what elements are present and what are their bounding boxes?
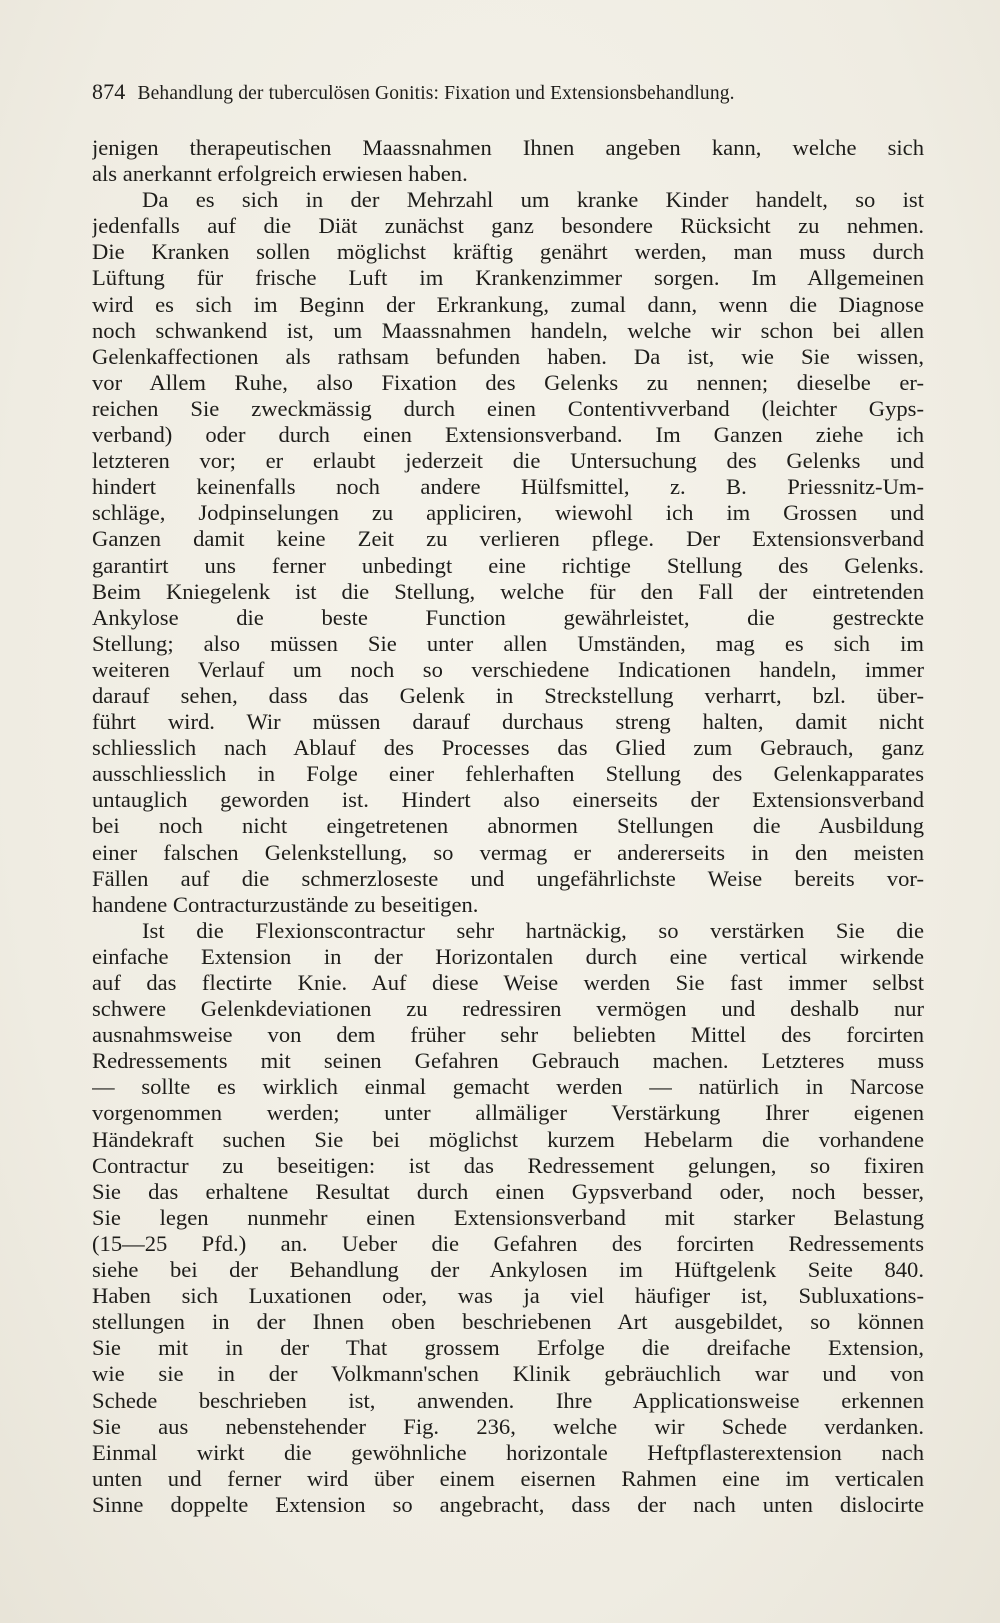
text-line: Ist die Flexionscontractur sehr hartnäckig, so verstärken Sie die [142, 917, 924, 943]
text-line: als anerkannt erfolgreich erwiesen haben. [92, 161, 468, 187]
text-line: darauf sehen, dass das Gelenk in Streckstellung verharrt, bzl. über- [92, 682, 924, 708]
text-line: Contractur zu beseitigen: ist das Redressement gelungen, so fixiren [92, 1152, 924, 1178]
text-line: schläge, Jodpinselungen zu appliciren, wiewohl ich im Grossen und [92, 500, 924, 526]
text-line: vor Allem Ruhe, also Fixation des Gelenks zu nennen; dieselbe er- [92, 369, 924, 395]
text-line: auf das flectirte Knie. Auf diese Weise werden Sie fast immer selbst [92, 970, 924, 995]
text-line: untauglich geworden ist. Hindert also einerseits der Extensionsverband [92, 787, 924, 813]
text-line: stellungen in der Ihnen oben beschriebenen Art ausgebildet, so können [92, 1309, 924, 1335]
text-line: letzteren vor; er erlaubt jederzeit die Untersuchung des Gelenks und [92, 448, 924, 474]
text-line: Händekraft suchen Sie bei möglichst kurzem Hebelarm die vorhandene [92, 1126, 924, 1152]
text-line: Da es sich in der Mehrzahl um kranke Kinder handelt, so ist [142, 187, 924, 213]
text-line: weiteren Verlauf um noch so verschiedene Indicationen handeln, immer [92, 656, 924, 682]
text-line: Ganzen damit keine Zeit zu verlieren pflege. Der Extensionsverband [92, 526, 924, 552]
text-line: Gelenkaffectionen als rathsam befunden haben. Da ist, wie Sie wissen, [92, 343, 924, 369]
text-line: einer falschen Gelenkstellung, so vermag er andererseits in den meisten [92, 839, 924, 865]
text-line: unten und ferner wird über einem eisernen Rahmen eine im verticalen [92, 1465, 924, 1491]
text-line: ausschliesslich in Folge einer fehlerhaften Stellung des Gelenkapparates [92, 761, 924, 787]
text-line: führt wird. Wir müssen darauf durchaus streng halten, damit nicht [92, 709, 924, 735]
text-line: noch schwankend ist, um Maassnahmen handeln, welche wir schon bei allen [92, 317, 924, 343]
text-line: Beim Kniegelenk ist die Stellung, welche für den Fall der eintretenden [92, 578, 924, 604]
text-line: Stellung; also müssen Sie unter allen Umständen, mag es sich im [92, 630, 924, 656]
text-line: Fällen auf die schmerzloseste und ungefährlichste Weise bereits vor- [92, 865, 924, 891]
text-line: Lüftung für frische Luft im Krankenzimmer sorgen. Im Allgemeinen [92, 265, 924, 291]
text-line: Haben sich Luxationen oder, was ja viel häufiger ist, Subluxations- [92, 1283, 924, 1309]
text-line: wie sie in der Volkmann'schen Klinik gebräuchlich war und von [92, 1361, 924, 1387]
running-head [92, 78, 922, 106]
text-line: Redressements mit seinen Gefahren Gebrauch machen. Letzteres muss [92, 1048, 924, 1074]
page-number: 874 [92, 79, 126, 104]
text-line: ausnahmsweise von dem früher sehr beliebten Mittel des forcirten [92, 1022, 924, 1048]
text-line: Schede beschrieben ist, anwenden. Ihre Applicationsweise erkennen [92, 1387, 924, 1413]
text-line: — sollte es wirklich einmal gemacht werden — natürlich in Narcose [92, 1074, 924, 1100]
body-text [92, 135, 924, 1518]
text-line: schliesslich nach Ablauf des Processes das Glied zum Gebrauch, ganz [92, 735, 924, 761]
text-line: Sinne doppelte Extension so angebracht, dass der nach unten dislocirte [92, 1491, 924, 1517]
text-line: wird es sich im Beginn der Erkrankung, zumal dann, wenn die Diagnose [92, 291, 924, 317]
text-line: (15—25 Pfd.) an. Ueber die Gefahren des forcirten Redressements [92, 1230, 924, 1256]
text-line: hindert keinenfalls noch andere Hülfsmittel, z. B. Priessnitz-Um- [92, 474, 924, 500]
text-line: verband) oder durch einen Extensionsverband. Im Ganzen ziehe ich [92, 422, 924, 448]
text-line: handene Contracturzustände zu beseitigen. [92, 891, 479, 917]
text-line: Sie mit in der That grossem Erfolge die dreifache Extension, [92, 1335, 924, 1361]
text-line: schwere Gelenkdeviationen zu redressiren vermögen und deshalb nur [92, 996, 924, 1022]
text-line: jedenfalls auf die Diät zunächst ganz besondere Rücksicht zu nehmen. [92, 213, 924, 239]
text-line: Ankylose die beste Function gewährleistet, die gestreckte [92, 604, 924, 630]
running-title: Behandlung der tuberculösen Gonitis: Fixation und Extensionsbehandlung. [137, 83, 735, 104]
text-line: einfache Extension in der Horizontalen durch eine vertical wirkende [92, 943, 924, 969]
text-line: Einmal wirkt die gewöhnliche horizontale Heftpflasterextension nach [92, 1439, 924, 1465]
text-line: vorgenommen werden; unter allmäliger Verstärkung Ihrer eigenen [92, 1100, 924, 1126]
text-line: garantirt uns ferner unbedingt eine richtige Stellung des Gelenks. [92, 552, 924, 578]
text-line: Sie legen nunmehr einen Extensionsverband mit starker Belastung [92, 1204, 924, 1230]
text-line: Sie das erhaltene Resultat durch einen Gypsverband oder, noch besser, [92, 1178, 924, 1204]
text-line: reichen Sie zweckmässig durch einen Contentivverband (leichter Gyps- [92, 395, 924, 421]
text-line: Die Kranken sollen möglichst kräftig genährt werden, man muss durch [92, 239, 924, 265]
text-line: siehe bei der Behandlung der Ankylosen im Hüftgelenk Seite 840. [92, 1257, 924, 1283]
text-line: bei noch nicht eingetretenen abnormen Stellungen die Ausbildung [92, 813, 924, 839]
text-line: Sie aus nebenstehender Fig. 236, welche wir Schede verdanken. [92, 1413, 924, 1439]
text-line: jenigen therapeutischen Maassnahmen Ihnen angeben kann, welche sich [92, 135, 924, 160]
